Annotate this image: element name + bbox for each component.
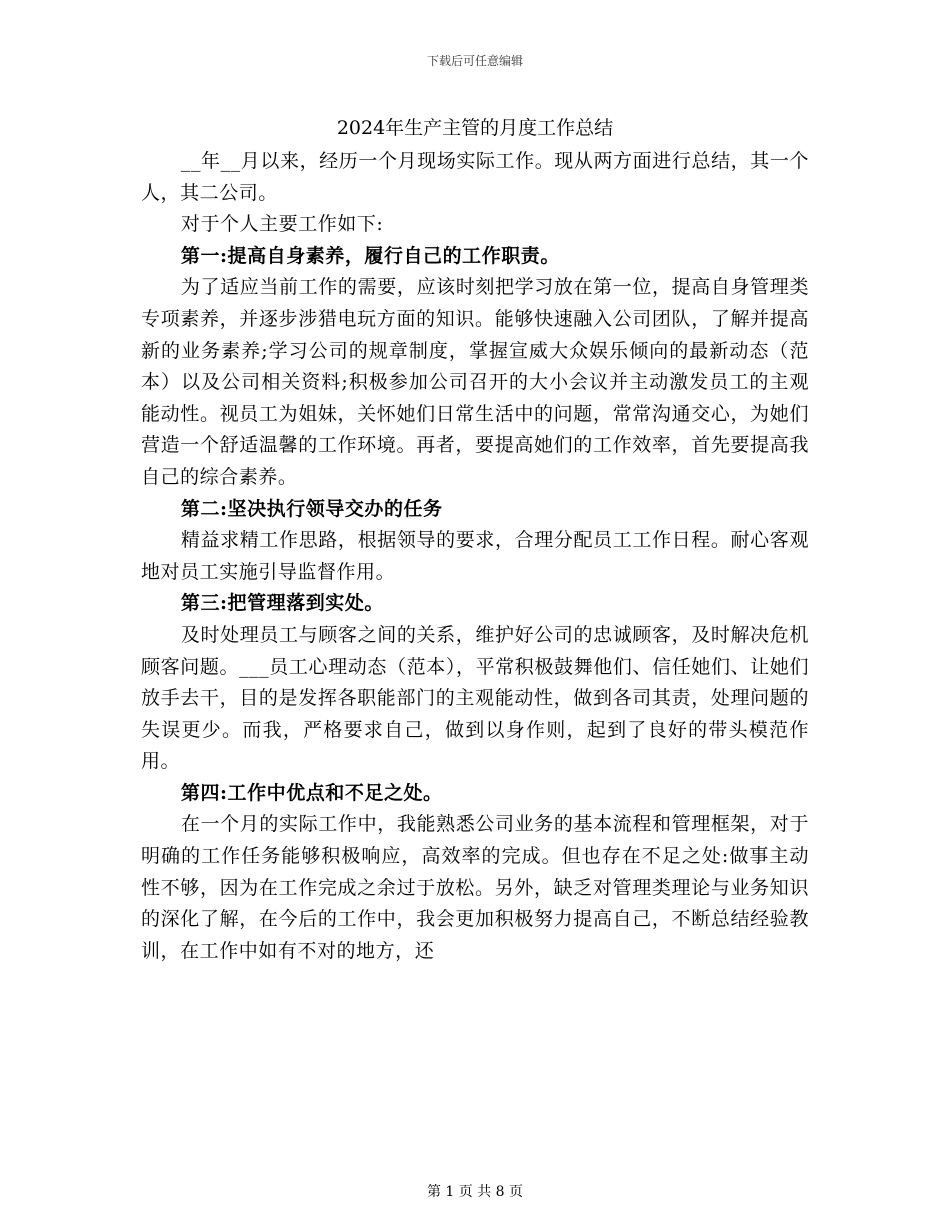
document-body — [141, 146, 809, 967]
section-heading-first: 第一:提高自身素养，履行自己的工作职责。 — [180, 244, 560, 267]
section-heading-second: 第二:坚决执行领导交办的任务 — [180, 497, 443, 520]
paragraph-first-section: 为了适应当前工作的需要，应该时刻把学习放在第一位，提高自身管理类专项素养，并逐步涉猎电玩方面的知识。能够快速融入公司团队，了解并提高新的业务素养;学习公司的规章制度，掌握宣威大众娱乐倾向的最新动态（范本）以及公司相关资料;积极参加公司召开的大小会议并主动激发员工的主观能动性。视员工为姐妹，关怀她们日常生活中的问题，常常沟通交心，为她们营造一个舒适温馨的工作环境。再者，要提高她们的工作效率，首先要提高我自己的综合素养。 — [141, 276, 809, 488]
section-heading-third: 第三:把管理落到实处。 — [180, 592, 384, 615]
page-header-note: 下载后可任意编辑 — [426, 54, 523, 68]
paragraph-personal-work-lead: 对于个人主要工作如下: — [180, 213, 384, 236]
paragraph-third-section: 及时处理员工与顾客之间的关系，维护好公司的忠诚顾客，及时解决危机顾客问题。___员工心理动态（范本），平常积极鼓舞他们、信任她们、让她们放手去干，目的是发挥各职能部门的主观能动性，做到各司其责，处理问题的失误更少。而我，严格要求自己，做到以身作则，起到了良好的带头模范作用。 — [141, 623, 809, 773]
section-heading-fourth: 第四:工作中优点和不足之处。 — [180, 781, 443, 804]
paragraph-fourth-section: 在一个月的实际工作中，我能熟悉公司业务的基本流程和管理框架，对于明确的工作任务能够积极响应，高效率的完成。但也存在不足之处:做事主动性不够，因为在工作完成之余过于放松。另外，缺乏对管理类理论与业务知识的深化了解，在今后的工作中，我会更加积极努力提高自己，不断总结经验教训，在工作中如有不对的地方，还 — [141, 813, 809, 962]
document-title: 2024年生产主管的月度工作总结 — [336, 117, 614, 139]
paragraph-intro: __年__月以来，经历一个月现场实际工作。现从两方面进行总结，其一个人，其二公司。 — [141, 150, 809, 204]
paragraph-second-section: 精益求精工作思路，根据领导的要求，合理分配员工工作日程。耐心客观地对员工实施引导监督作用。 — [141, 529, 809, 583]
page-number-footer: 第 1 页 共 8 页 — [426, 1184, 524, 1200]
